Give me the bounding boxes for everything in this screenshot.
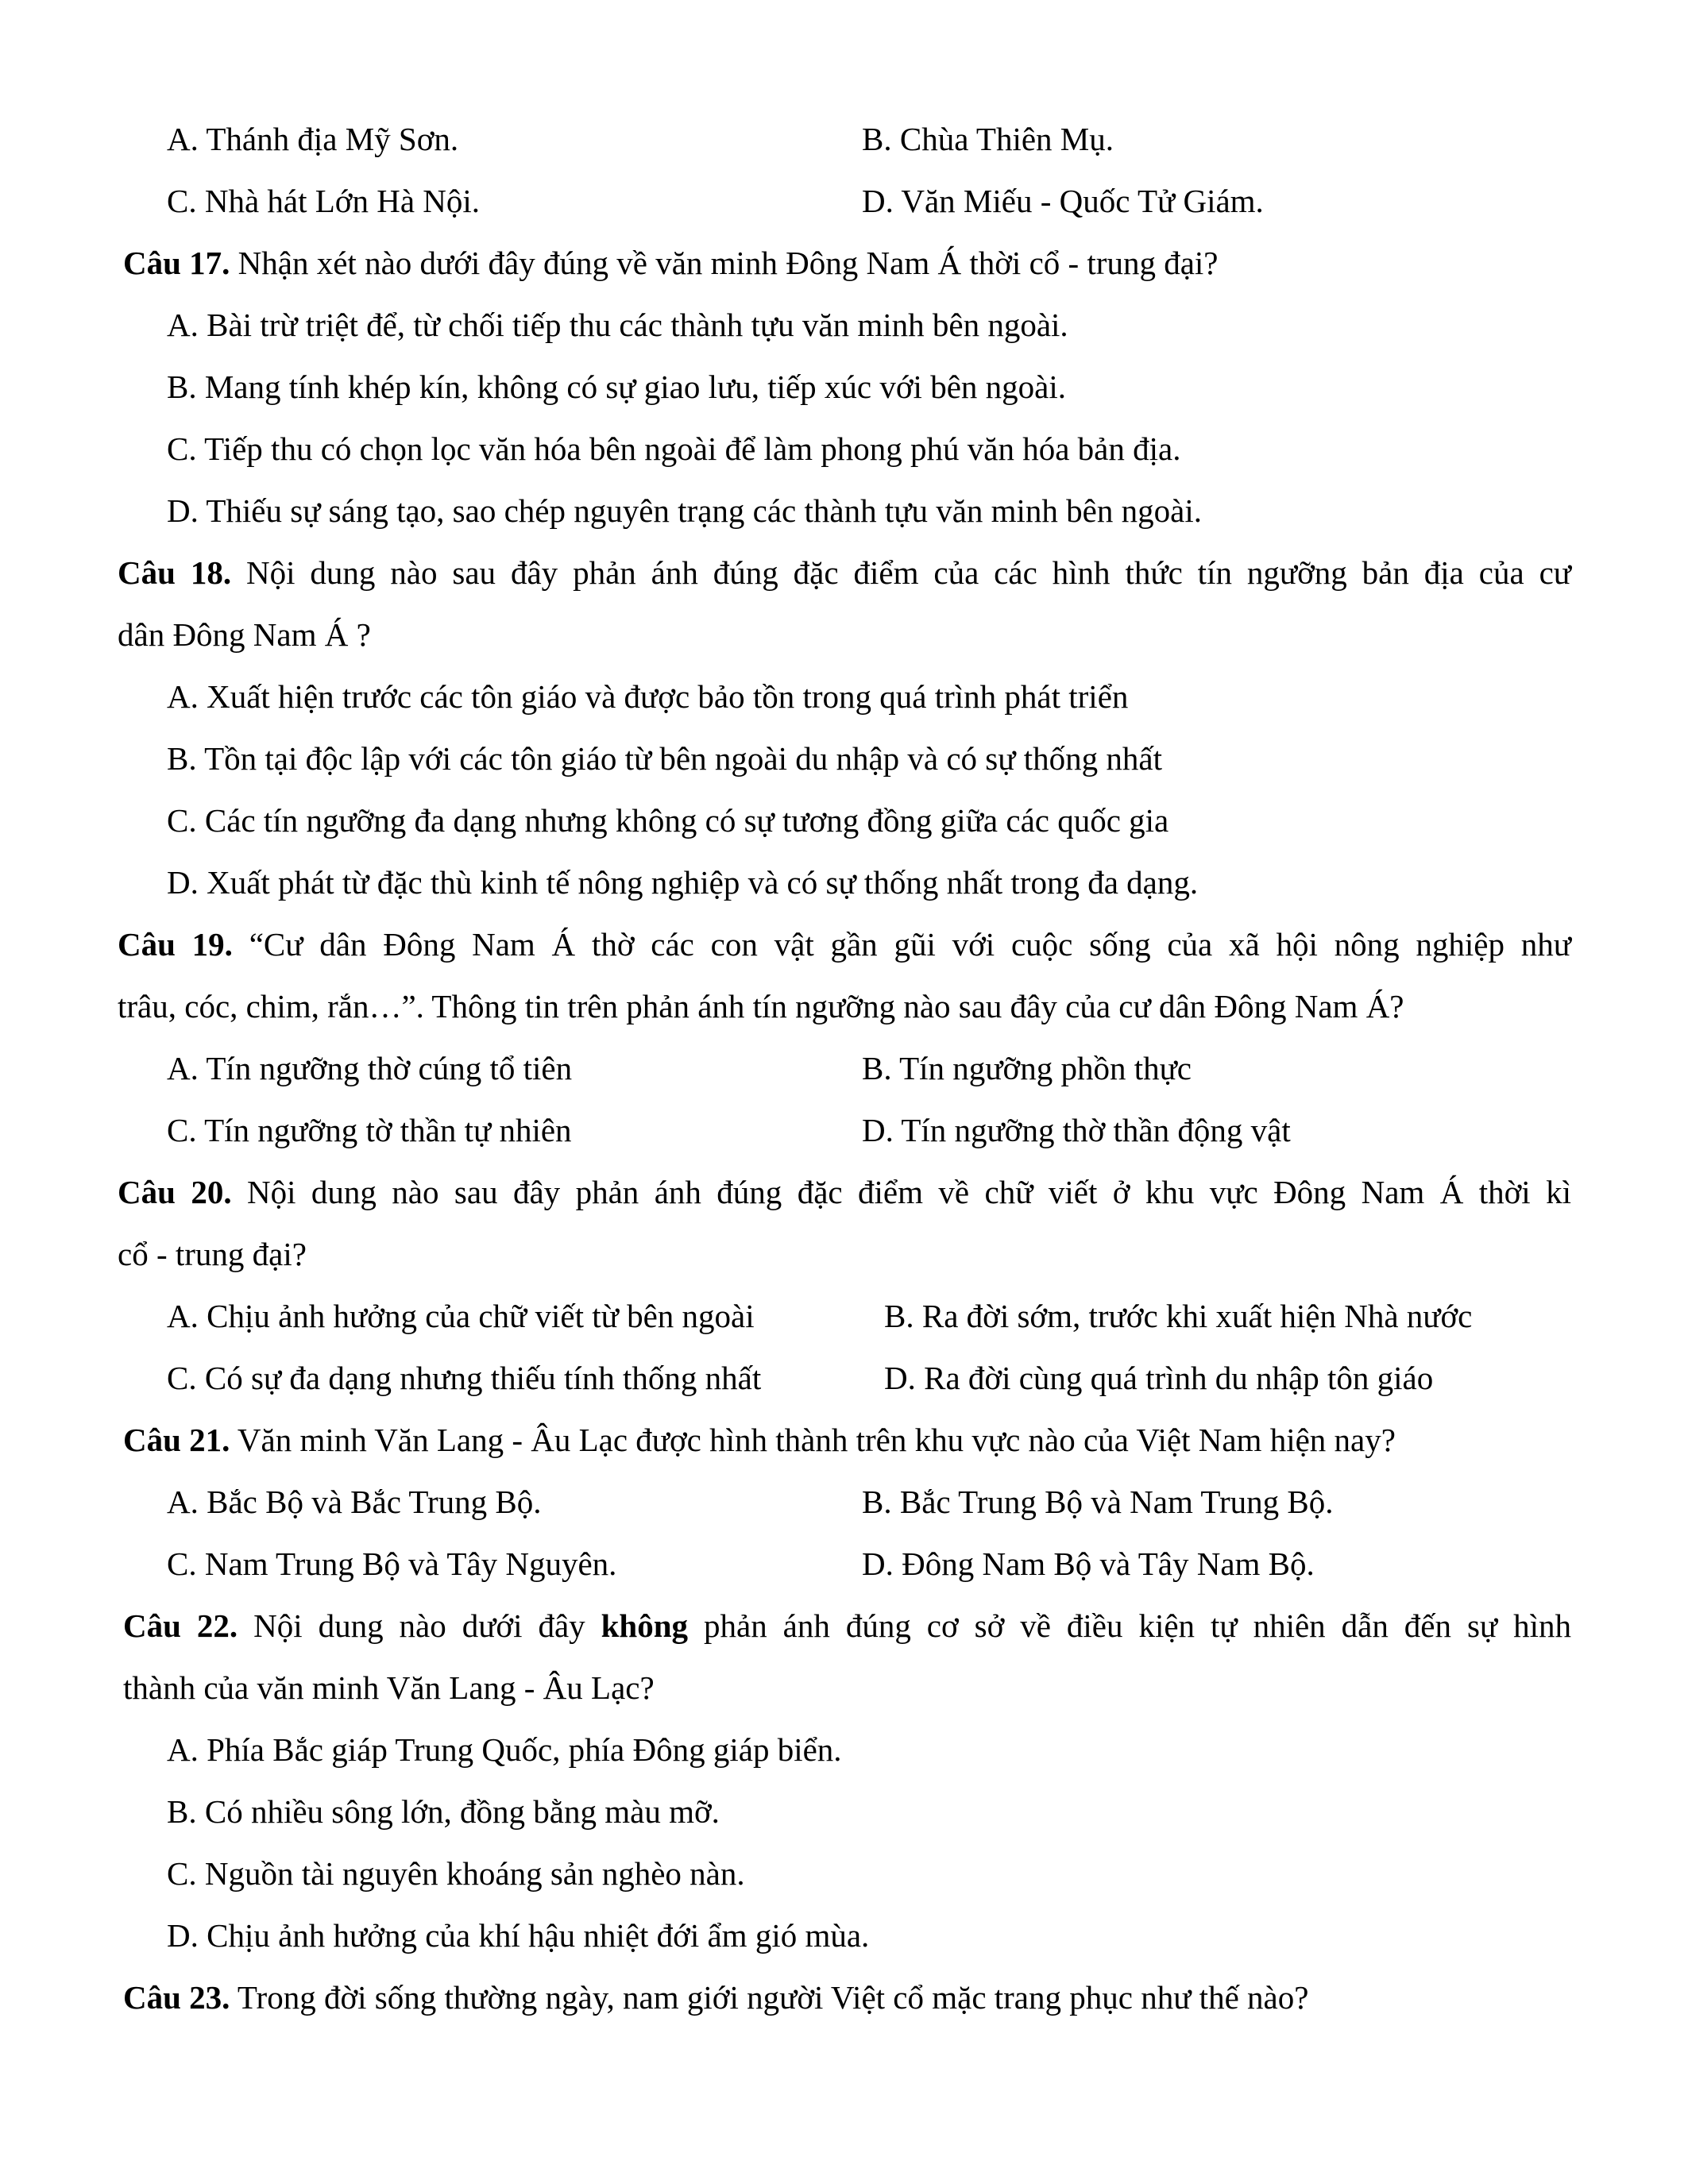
- q21-stem: [123, 1420, 1396, 1460]
- q18-option-b: B. Tồn tại độc lập với các tôn giáo từ bên ngoài du nhập và có sự thống nhất: [167, 740, 1162, 777]
- q23-stem: [123, 1978, 1308, 2017]
- q20-option-c: C. Có sự đa dạng nhưng thiếu tính thống nhất: [167, 1360, 762, 1396]
- q22-stem-line2: thành của văn minh Văn Lang - Âu Lạc?: [123, 1669, 655, 1706]
- q22-text-post: phản ánh đúng cơ sở về điều kiện tự nhiên dẫn đến sự hình: [688, 1607, 1571, 1644]
- q18-stem-line1: [118, 553, 1571, 592]
- q16-option-d: D. Văn Miếu - Quốc Tử Giám.: [862, 183, 1264, 219]
- q18-stem-line2: dân Đông Nam Á ?: [118, 616, 371, 653]
- q21-option-a: A. Bắc Bộ và Bắc Trung Bộ.: [167, 1484, 542, 1520]
- q20-option-b: B. Ra đời sớm, trước khi xuất hiện Nhà nước: [884, 1298, 1473, 1334]
- q20-stem-line2: cổ - trung đại?: [118, 1236, 307, 1272]
- q22-text-emphasis: không: [601, 1607, 689, 1644]
- q21-option-c: C. Nam Trung Bộ và Tây Nguyên.: [167, 1545, 617, 1582]
- q21-label: Câu 21.: [123, 1422, 230, 1458]
- q17-label: Câu 17.: [123, 245, 230, 281]
- q18-option-d: D. Xuất phát từ đặc thù kinh tế nông nghiệp và có sự thống nhất trong đa dạng.: [167, 864, 1199, 901]
- q18-label: Câu 18.: [118, 554, 232, 591]
- q20-option-d: D. Ra đời cùng quá trình du nhập tôn giáo: [884, 1360, 1434, 1396]
- q18-option-c: C. Các tín ngưỡng đa dạng nhưng không có sự tương đồng giữa các quốc gia: [167, 802, 1169, 839]
- q16-option-a: A. Thánh địa Mỹ Sơn.: [167, 121, 459, 157]
- q16-option-c: C. Nhà hát Lớn Hà Nội.: [167, 183, 481, 219]
- q22-option-c: C. Nguồn tài nguyên khoáng sản nghèo nàn.: [167, 1855, 745, 1892]
- q19-label: Câu 19.: [118, 926, 233, 963]
- q16-option-b: B. Chùa Thiên Mụ.: [862, 121, 1114, 157]
- q18-text-line1: Nội dung nào sau đây phản ánh đúng đặc điểm của các hình thức tín ngưỡng bản địa của cư: [231, 554, 1571, 591]
- q19-stem-line2: trâu, cóc, chim, rắn…”. Thông tin trên phản ánh tín ngưỡng nào sau đây của cư dân Đông Nam Á?: [118, 988, 1404, 1024]
- q19-option-a: A. Tín ngưỡng thờ cúng tổ tiên: [167, 1050, 573, 1086]
- q23-text: Trong đời sống thường ngày, nam giới người Việt cổ mặc trang phục như thế nào?: [230, 1979, 1309, 2016]
- q23-label: Câu 23.: [123, 1979, 230, 2016]
- q19-stem-line1: [118, 924, 1571, 964]
- q17-stem: [123, 243, 1219, 283]
- q20-option-a: A. Chịu ảnh hưởng của chữ viết từ bên ngoài: [167, 1298, 755, 1334]
- q22-stem-line1: [123, 1606, 1571, 1646]
- q21-text: Văn minh Văn Lang - Âu Lạc được hình thành trên khu vực nào của Việt Nam hiện nay?: [230, 1422, 1396, 1458]
- q18-option-a: A. Xuất hiện trước các tôn giáo và được bảo tồn trong quá trình phát triển: [167, 678, 1129, 715]
- q19-option-b: B. Tín ngưỡng phồn thực: [862, 1050, 1192, 1086]
- q17-option-a: A. Bài trừ triệt để, từ chối tiếp thu các thành tựu văn minh bên ngoài.: [167, 307, 1068, 343]
- q17-option-d: D. Thiếu sự sáng tạo, sao chép nguyên trạng các thành tựu văn minh bên ngoài.: [167, 492, 1202, 529]
- q22-text-pre: Nội dung nào dưới đây: [238, 1607, 601, 1644]
- q19-option-c: C. Tín ngưỡng tờ thần tự nhiên: [167, 1112, 572, 1148]
- q20-label: Câu 20.: [118, 1174, 232, 1210]
- q20-stem-line1: [118, 1172, 1571, 1212]
- q22-option-a: A. Phía Bắc giáp Trung Quốc, phía Đông giáp biển.: [167, 1731, 842, 1768]
- q21-option-d: D. Đông Nam Bộ và Tây Nam Bộ.: [862, 1545, 1315, 1582]
- q17-text: Nhận xét nào dưới đây đúng về văn minh Đông Nam Á thời cổ - trung đại?: [230, 245, 1219, 281]
- q21-option-b: B. Bắc Trung Bộ và Nam Trung Bộ.: [862, 1484, 1334, 1520]
- q22-option-b: B. Có nhiều sông lớn, đồng bằng màu mỡ.: [167, 1793, 720, 1830]
- q19-option-d: D. Tín ngưỡng thờ thần động vật: [862, 1112, 1291, 1148]
- q17-option-b: B. Mang tính khép kín, không có sự giao lưu, tiếp xúc với bên ngoài.: [167, 369, 1066, 405]
- q20-text-line1: Nội dung nào sau đây phản ánh đúng đặc điểm về chữ viết ở khu vực Đông Nam Á thời kì: [231, 1174, 1571, 1210]
- q19-text-line1: “Cư dân Đông Nam Á thờ các con vật gần gũi với cuộc sống của xã hội nông nghiệp như: [232, 926, 1571, 963]
- q22-label: Câu 22.: [123, 1607, 238, 1644]
- q22-option-d: D. Chịu ảnh hưởng của khí hậu nhiệt đới ẩm gió mùa.: [167, 1917, 870, 1954]
- q17-option-c: C. Tiếp thu có chọn lọc văn hóa bên ngoài để làm phong phú văn hóa bản địa.: [167, 430, 1181, 467]
